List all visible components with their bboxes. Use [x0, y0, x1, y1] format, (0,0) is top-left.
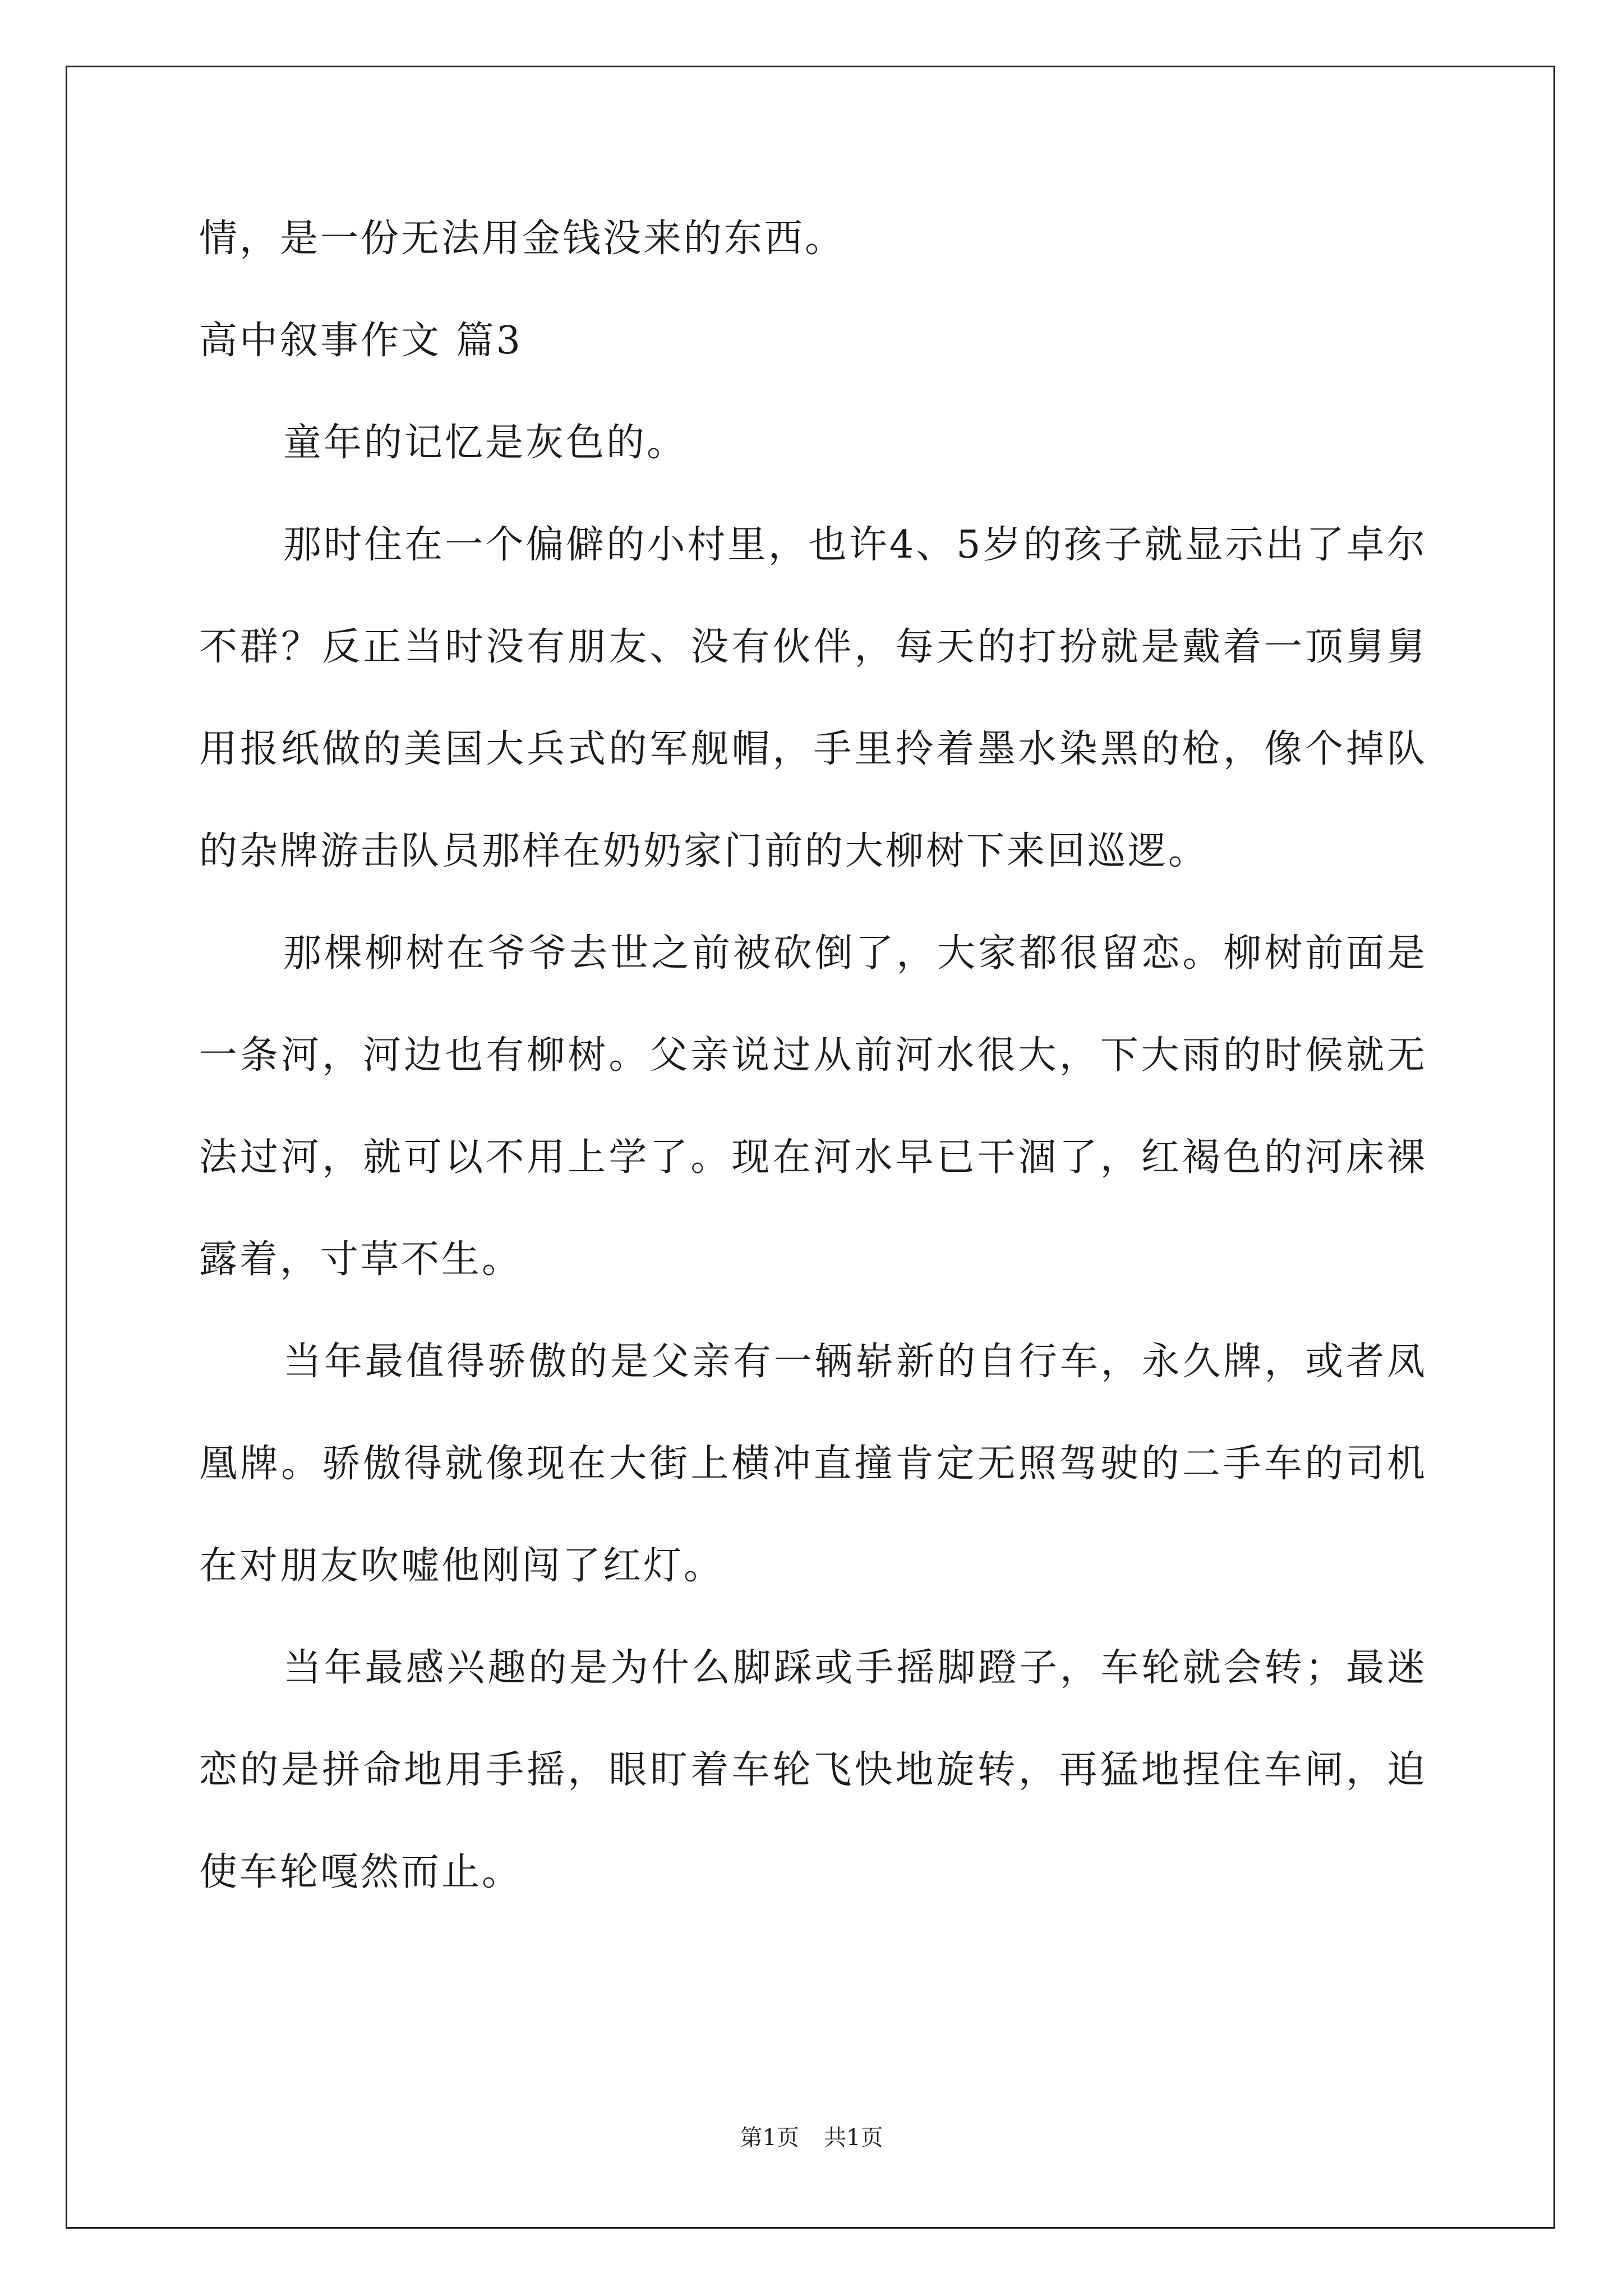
paragraph-line: 的杂牌游击队员那样在奶奶家门前的大柳树下来回巡逻。	[199, 829, 1209, 873]
paragraph-line: 不群？反正当时没有朋友、没有伙伴，每天的打扮就是戴着一顶舅舅	[199, 625, 1427, 669]
paragraph-line: 凰牌。骄傲得就像现在大街上横冲直撞肯定无照驾驶的二手车的司机	[199, 1442, 1427, 1486]
paragraph-line: 那时住在一个偏僻的小村里，也许4、5岁的孩子就显示出了卓尔	[283, 523, 1427, 567]
page-total: 共1页	[824, 2125, 883, 2151]
paragraph-line: 当年最感兴趣的是为什么脚踩或手摇脚蹬子，车轮就会转；最迷	[283, 1646, 1427, 1690]
paragraph-line: 用报纸做的美国大兵式的军舰帽，手里拎着墨水染黑的枪，像个掉队	[199, 727, 1427, 771]
document-body	[199, 213, 1427, 1898]
text-line: 情，是一份无法用金钱没来的东西。	[199, 217, 846, 261]
paragraph-line: 使车轮嘎然而止。	[199, 1850, 523, 1894]
paragraph-line: 那棵柳树在爷爷去世之前被砍倒了，大家都很留恋。柳树前面是	[283, 931, 1427, 976]
page-footer	[0, 2124, 1623, 2152]
paragraph-line: 一条河，河边也有柳树。父亲说过从前河水很大，下大雨的时候就无	[199, 1033, 1427, 1078]
paragraph-line: 法过河，就可以不用上学了。现在河水早已干涸了，红褐色的河床裸	[199, 1135, 1427, 1180]
page-number: 第1页	[740, 2125, 799, 2151]
paragraph-line: 童年的记忆是灰色的。	[283, 421, 688, 465]
section-heading: 高中叙事作文 篇3	[199, 319, 523, 363]
paragraph-line: 露着，寸草不生。	[199, 1237, 523, 1282]
paragraph-line: 恋的是拼命地用手摇，眼盯着车轮飞快地旋转，再猛地捏住车闸，迫	[199, 1748, 1427, 1792]
paragraph-line: 在对朋友吹嘘他刚闯了红灯。	[199, 1544, 725, 1588]
paragraph-line: 当年最值得骄傲的是父亲有一辆崭新的自行车，永久牌，或者凤	[283, 1340, 1427, 1384]
